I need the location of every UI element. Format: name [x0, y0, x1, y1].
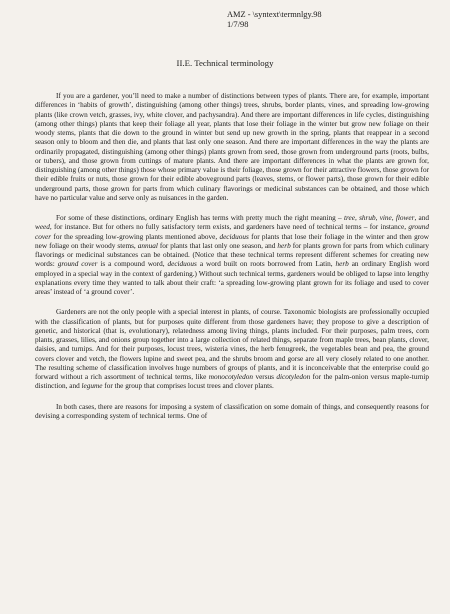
paragraph-text: for plants grown for parts from which culinary flavorings or medicinal substances can be obtained. (Notice that these technical terms represent different schemes for creating new words:	[35, 241, 429, 269]
italic-term: annual	[137, 241, 158, 250]
body-paragraph	[35, 308, 429, 391]
italic-term: ground cover	[35, 223, 429, 241]
paragraph-text: If you are a gardener, you’ll need to make a number of distinctions between types of plants. There are, for example, important differences in ‘habits of growth’, distinguishing (among other things) trees, shrubs, border plants, vines, and spreading low-growing plants (like crown vetch, grasses, ivy, white clover, and pachysandra). And there are important differences in life cycles, distinguishing (among other things) plants that keep their foliage all year, plants that lose their foliage in the winter but grow new foliage on their woody stems, plants that die down to the ground in winter but send up new growth in the spring, plants that reappear in a second season only to bloom and then die, and plants that last only one season. And there are important differences in the way the plants are ordinarily propagated, distinguishing (among other things) plants grown from seed, those grown from underground parts (roots, bulbs, or tubers), and those grown from cuttings of mature plants. And there are important differences in what the plants are grown for, distinguishing (among other things) those whose primary value is their foliage, those grown for their attractive flowers, those grown for their edible fruits or nuts, those grown for their edible aboveground parts (leaves, stems, or flower parts), those grown for their edible underground parts, those grown for parts from which culinary flavorings or medicinal substances can be obtained, and those which have no particular value and serve only as nuisances in the garden.	[35, 92, 429, 202]
paragraph-text: for the spreading low-growing plants mentioned above,	[51, 232, 220, 241]
paragraph-text: a word built on roots borrowed from Latin,	[196, 260, 336, 269]
paragraph-text: Gardeners are not the only people with a special interest in plants, of course. Taxonomic biologists are professionally occupied with the classification of plants, but for purposes quite different from those gardeners have; they propose to give a description of genetic, and historical (that is, evolutionary), relatedness among living things, plants included. For their purposes, palm trees, corn plants, grasses, lilies, and onions group together into a large collection of related things, separate from maple trees, bean plants, clover, daisies, and turnips. And for their purposes, locust trees, wisteria vines, the herb fenugreek, the vegetables bean and pea, the ground covers clover and vetch, the flowers lupine and sweet pea, and the shrubs broom and gorse are all very closely related to one another. The resulting scheme of classification involves huge numbers of groups of plants, and it is inconceivable that the enterprise could go forward without a rich assortment of technical terms, like	[35, 308, 429, 381]
paragraph-text: , for instance. But for others no fully satisfactory term exists, and gardeners have need of technical terms – for instance,	[49, 223, 409, 232]
paragraph-text: For some of these distinctions, ordinary English has terms with pretty much the right meaning –	[56, 214, 344, 222]
paragraph-text: versus	[253, 373, 277, 381]
document-body	[35, 92, 429, 421]
italic-term: ground cover	[57, 260, 98, 269]
italic-term: deciduous	[167, 260, 197, 269]
body-paragraph	[35, 92, 429, 203]
italic-term: tree, shrub, vine, flower	[343, 214, 415, 222]
paragraph-text: for plants that lose their foliage in the winter and then grow new foliage on their woody stems,	[35, 232, 430, 250]
italic-term: legume	[81, 382, 103, 391]
italic-term: monocotyledon	[208, 373, 254, 381]
body-paragraph	[35, 214, 429, 297]
paragraph-text: for the palm-onion versus maple-turnip distinction, and	[35, 373, 429, 391]
file-date: 1/7/98	[227, 20, 249, 29]
italic-term: weed	[35, 223, 50, 232]
paragraph-text: for the group that comprises locust trees and clover plants.	[102, 382, 274, 391]
paragraph-text: is a compound word,	[97, 260, 168, 269]
italic-term: herb	[335, 260, 349, 269]
file-header	[227, 10, 437, 30]
paragraph-text: for plants that last only one season, and	[157, 241, 278, 250]
italic-term: herb	[277, 241, 291, 250]
italic-term: deciduous	[219, 232, 249, 241]
italic-term: dicotyledon	[276, 373, 311, 381]
file-reference: AMZ - \syntext\termnlgy.98	[227, 10, 322, 19]
body-paragraph	[35, 403, 429, 422]
paragraph-text: In both cases, there are reasons for imposing a system of classification on some domain of things, and consequently reasons for devising a corresponding system of technical terms. One of	[35, 402, 429, 420]
paragraph-text: , and	[414, 214, 430, 222]
section-title: II.E. Technical terminology	[176, 58, 274, 68]
paragraph-text: an ordinary English word employed in a special way in the context of gardening.) Without such technical terms, gardeners would be obliged to lapse into lengthy explanations every time they wanted to talk about their craft: ‘a spreading low-growing plant grown for its foliage and used to cover areas’ instead of ‘a ground cover’.	[35, 260, 429, 296]
